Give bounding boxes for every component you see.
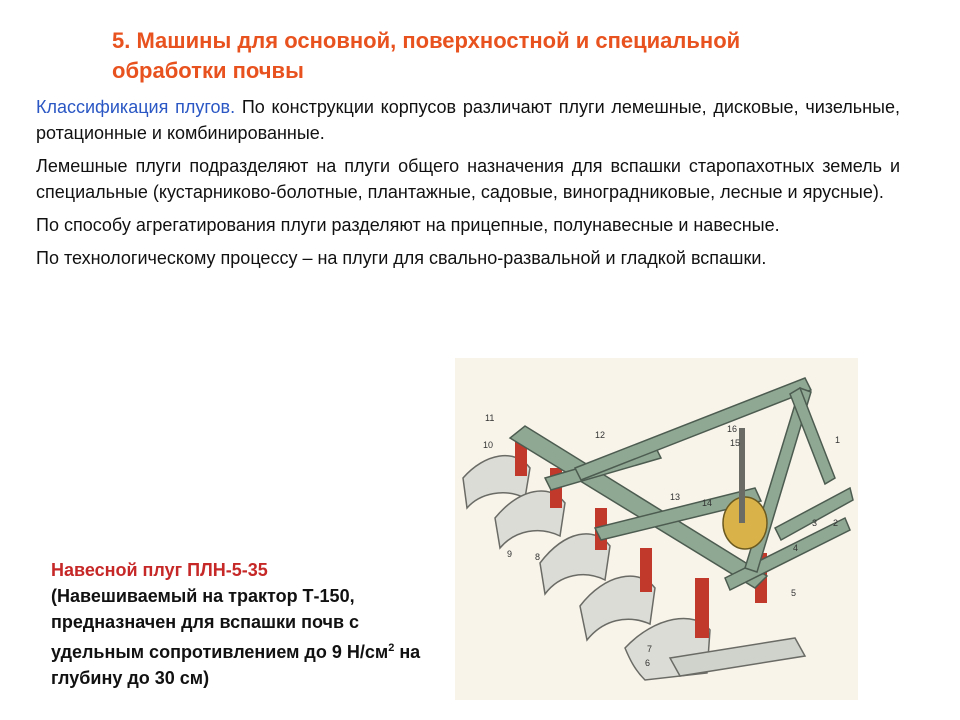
body-text	[36, 94, 900, 278]
label-8: 8	[535, 552, 541, 562]
paragraph-3: По способу агрегатирования плуги разделяют на прицепные, полунавесные и навесные.	[36, 215, 780, 235]
label-11: 11	[485, 413, 495, 423]
standard-4	[640, 548, 652, 592]
label-5: 5	[791, 588, 797, 598]
slide-title	[112, 26, 872, 86]
standard-5	[695, 578, 709, 638]
paragraph-1	[36, 94, 900, 146]
paragraph-1-lead: Классификация плугов.	[36, 97, 236, 117]
label-2: 2	[833, 518, 839, 528]
caption-title: Навесной плуг ПЛН-5-35	[51, 560, 268, 580]
paragraph-4: По технологическому процессу – на плуги для свально-развальной и гладкой вспашки.	[36, 248, 767, 268]
title-line-2: обработки почвы	[112, 58, 304, 83]
label-14: 14	[702, 498, 713, 508]
caption-text	[51, 583, 431, 691]
label-13: 13	[670, 492, 681, 502]
paragraph-2: Лемешные плуги подразделяют на плуги общего назначения для вспашки старопахотных земель и специальные (кустарниково-болотные, плантажные, садовые, виноградниковые, лесные и ярусные).	[36, 156, 900, 202]
label-7: 7	[647, 644, 653, 654]
label-15: 15	[730, 438, 741, 448]
label-1: 1	[835, 435, 841, 445]
label-9: 9	[507, 549, 513, 559]
caption-superscript: 2	[388, 642, 395, 654]
figure-caption	[51, 557, 431, 691]
caption-text-a: (Навешиваемый на трактор Т-150, предназначен для вспашки почв с удельным сопротивлением до 9 Н/см	[51, 586, 389, 662]
paragraph-1-rest: По конструкции корпусов различают плуги лемешные, дисковые, чизельные, ротационные и комбинированные.	[36, 97, 901, 143]
plow-illustration	[455, 358, 858, 700]
caption-text-b: на глубину до 30 см)	[51, 642, 421, 688]
label-4: 4	[793, 543, 799, 553]
label-12: 12	[595, 430, 606, 440]
label-16: 16	[727, 424, 738, 434]
label-10: 10	[483, 440, 494, 450]
label-6: 6	[645, 658, 651, 668]
label-3: 3	[812, 518, 818, 528]
title-line-1: 5. Машины для основной, поверхностной и специальной	[112, 28, 741, 53]
